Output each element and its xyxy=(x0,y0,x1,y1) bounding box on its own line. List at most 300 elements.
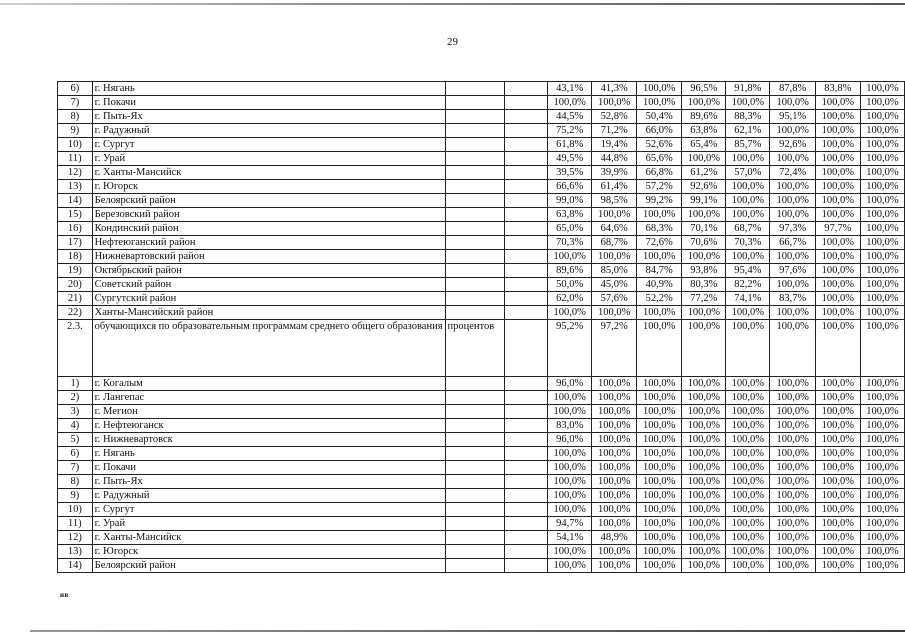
section-value: 100,0% xyxy=(815,320,860,377)
value-cell: 100,0% xyxy=(592,545,637,559)
value-cell: 100,0% xyxy=(548,545,592,559)
row-number: 6) xyxy=(58,82,93,96)
value-cell: 100,0% xyxy=(860,166,904,180)
table-row xyxy=(58,96,905,110)
value-cell: 100,0% xyxy=(815,475,860,489)
row-name: г. Нефтеюганск xyxy=(92,419,445,433)
value-cell: 100,0% xyxy=(637,405,682,419)
value-cell: 100,0% xyxy=(637,419,682,433)
row-number: 9) xyxy=(58,489,93,503)
value-cell: 100,0% xyxy=(592,461,637,475)
value-cell: 99,2% xyxy=(637,194,682,208)
row-name: г. Мегион xyxy=(92,405,445,419)
value-cell: 100,0% xyxy=(770,96,815,110)
value-cell: 100,0% xyxy=(726,208,770,222)
value-cell: 100,0% xyxy=(770,124,815,138)
unit-cell xyxy=(445,306,505,320)
row-name: г. Покачи xyxy=(92,96,445,110)
value-cell: 65,0% xyxy=(548,222,592,236)
value-cell: 100,0% xyxy=(860,517,904,531)
value-cell: 63,8% xyxy=(682,124,726,138)
value-cell: 100,0% xyxy=(770,531,815,545)
value-cell: 75,2% xyxy=(548,124,592,138)
value-cell: 100,0% xyxy=(682,419,726,433)
row-number: 12) xyxy=(58,531,93,545)
table-body-bottom xyxy=(58,377,905,573)
value-cell: 74,1% xyxy=(726,292,770,306)
value-cell: 64,6% xyxy=(592,222,637,236)
value-cell: 100,0% xyxy=(548,391,592,405)
value-cell: 100,0% xyxy=(548,475,592,489)
value-cell: 52,2% xyxy=(637,292,682,306)
statistics-table xyxy=(57,81,905,573)
value-cell: 100,0% xyxy=(770,152,815,166)
empty-cell xyxy=(505,96,548,110)
row-name: г. Югорск xyxy=(92,180,445,194)
empty-cell xyxy=(505,391,548,405)
value-cell: 50,0% xyxy=(548,278,592,292)
value-cell: 62,1% xyxy=(726,124,770,138)
empty-cell xyxy=(505,82,548,96)
value-cell: 100,0% xyxy=(770,306,815,320)
value-cell: 100,0% xyxy=(860,391,904,405)
table-row xyxy=(58,377,905,391)
value-cell: 68,7% xyxy=(592,236,637,250)
row-number: 8) xyxy=(58,110,93,124)
unit-cell xyxy=(445,180,505,194)
row-number: 9) xyxy=(58,124,93,138)
value-cell: 49,5% xyxy=(548,152,592,166)
value-cell: 100,0% xyxy=(726,475,770,489)
value-cell: 100,0% xyxy=(682,461,726,475)
value-cell: 45,0% xyxy=(592,278,637,292)
value-cell: 66,0% xyxy=(637,124,682,138)
value-cell: 100,0% xyxy=(770,208,815,222)
row-number: 10) xyxy=(58,503,93,517)
table-row xyxy=(58,264,905,278)
value-cell: 57,0% xyxy=(726,166,770,180)
value-cell: 100,0% xyxy=(770,180,815,194)
value-cell: 100,0% xyxy=(592,419,637,433)
top-scan-rule xyxy=(0,3,905,5)
value-cell: 100,0% xyxy=(860,405,904,419)
empty-cell xyxy=(505,292,548,306)
table-row xyxy=(58,292,905,306)
value-cell: 100,0% xyxy=(592,377,637,391)
unit-cell xyxy=(445,222,505,236)
value-cell: 61,2% xyxy=(682,166,726,180)
unit-cell xyxy=(445,419,505,433)
row-number: 11) xyxy=(58,152,93,166)
value-cell: 65,6% xyxy=(637,152,682,166)
value-cell: 44,8% xyxy=(592,152,637,166)
value-cell: 100,0% xyxy=(726,433,770,447)
empty-cell xyxy=(505,559,548,573)
value-cell: 100,0% xyxy=(637,96,682,110)
value-cell: 85,0% xyxy=(592,264,637,278)
value-cell: 100,0% xyxy=(592,96,637,110)
value-cell: 100,0% xyxy=(592,405,637,419)
value-cell: 100,0% xyxy=(548,96,592,110)
value-cell: 99,0% xyxy=(548,194,592,208)
page-number: 29 xyxy=(447,36,458,48)
row-number: 16) xyxy=(58,222,93,236)
table-row xyxy=(58,545,905,559)
unit-cell xyxy=(445,278,505,292)
row-name: г. Югорск xyxy=(92,545,445,559)
row-name: г. Ханты-Мансийск xyxy=(92,166,445,180)
unit-cell xyxy=(445,503,505,517)
value-cell: 52,8% xyxy=(592,110,637,124)
value-cell: 100,0% xyxy=(592,433,637,447)
value-cell: 100,0% xyxy=(815,545,860,559)
value-cell: 100,0% xyxy=(637,391,682,405)
row-name: Нижневартовский район xyxy=(92,250,445,264)
value-cell: 100,0% xyxy=(682,447,726,461)
value-cell: 100,0% xyxy=(770,194,815,208)
value-cell: 88,3% xyxy=(726,110,770,124)
value-cell: 83,7% xyxy=(770,292,815,306)
table-row xyxy=(58,447,905,461)
table-row xyxy=(58,419,905,433)
value-cell: 100,0% xyxy=(637,503,682,517)
value-cell: 100,0% xyxy=(637,475,682,489)
value-cell: 92,6% xyxy=(682,180,726,194)
value-cell: 39,9% xyxy=(592,166,637,180)
value-cell: 100,0% xyxy=(682,306,726,320)
table-row xyxy=(58,405,905,419)
value-cell: 66,7% xyxy=(770,236,815,250)
empty-cell xyxy=(505,194,548,208)
table-row xyxy=(58,531,905,545)
value-cell: 100,0% xyxy=(682,545,726,559)
value-cell: 100,0% xyxy=(860,278,904,292)
value-cell: 100,0% xyxy=(682,391,726,405)
row-name: г. Пыть-Ях xyxy=(92,475,445,489)
value-cell: 100,0% xyxy=(860,152,904,166)
value-cell: 19,4% xyxy=(592,138,637,152)
value-cell: 100,0% xyxy=(637,377,682,391)
value-cell: 100,0% xyxy=(770,250,815,264)
unit-cell xyxy=(445,82,505,96)
unit-cell xyxy=(445,250,505,264)
row-number: 18) xyxy=(58,250,93,264)
value-cell: 100,0% xyxy=(592,503,637,517)
table-row xyxy=(58,222,905,236)
row-name: г. Урай xyxy=(92,152,445,166)
value-cell: 100,0% xyxy=(682,517,726,531)
row-number: 8) xyxy=(58,475,93,489)
unit-cell xyxy=(445,166,505,180)
value-cell: 100,0% xyxy=(548,559,592,573)
value-cell: 100,0% xyxy=(860,194,904,208)
value-cell: 100,0% xyxy=(815,405,860,419)
value-cell: 100,0% xyxy=(637,559,682,573)
section-row xyxy=(58,320,905,377)
value-cell: 100,0% xyxy=(815,264,860,278)
value-cell: 97,6% xyxy=(770,264,815,278)
row-name: г. Радужный xyxy=(92,489,445,503)
row-number: 20) xyxy=(58,278,93,292)
row-number: 21) xyxy=(58,292,93,306)
value-cell: 100,0% xyxy=(548,405,592,419)
row-number: 13) xyxy=(58,545,93,559)
value-cell: 100,0% xyxy=(592,250,637,264)
empty-cell xyxy=(505,124,548,138)
value-cell: 100,0% xyxy=(815,152,860,166)
value-cell: 100,0% xyxy=(726,559,770,573)
row-number: 2) xyxy=(58,391,93,405)
value-cell: 100,0% xyxy=(815,306,860,320)
empty-cell xyxy=(505,475,548,489)
value-cell: 100,0% xyxy=(860,180,904,194)
empty-cell xyxy=(505,433,548,447)
value-cell: 100,0% xyxy=(592,475,637,489)
table-row xyxy=(58,138,905,152)
unit-cell xyxy=(445,489,505,503)
empty-cell xyxy=(505,180,548,194)
value-cell: 100,0% xyxy=(548,503,592,517)
table-row xyxy=(58,82,905,96)
value-cell: 100,0% xyxy=(815,110,860,124)
section-number: 2.3. xyxy=(58,320,93,377)
section-value: 100,0% xyxy=(726,320,770,377)
value-cell: 100,0% xyxy=(860,138,904,152)
value-cell: 100,0% xyxy=(815,559,860,573)
value-cell: 89,6% xyxy=(548,264,592,278)
empty-cell xyxy=(505,264,548,278)
value-cell: 70,1% xyxy=(682,222,726,236)
value-cell: 100,0% xyxy=(682,559,726,573)
section-value: 95,2% xyxy=(548,320,592,377)
value-cell: 100,0% xyxy=(860,531,904,545)
empty-cell xyxy=(505,152,548,166)
value-cell: 100,0% xyxy=(726,531,770,545)
unit-cell xyxy=(445,461,505,475)
row-name: Ханты-Мансийский район xyxy=(92,306,445,320)
empty-cell xyxy=(505,306,548,320)
value-cell: 80,3% xyxy=(682,278,726,292)
value-cell: 72,4% xyxy=(770,166,815,180)
value-cell: 66,8% xyxy=(637,166,682,180)
value-cell: 100,0% xyxy=(770,405,815,419)
table-row xyxy=(58,278,905,292)
unit-cell xyxy=(445,475,505,489)
value-cell: 100,0% xyxy=(770,377,815,391)
row-number: 19) xyxy=(58,264,93,278)
table-row xyxy=(58,306,905,320)
section-value: 100,0% xyxy=(637,320,682,377)
value-cell: 100,0% xyxy=(770,559,815,573)
section-name: обучающихся по образовательным программам среднего общего образования xyxy=(92,320,445,377)
value-cell: 100,0% xyxy=(637,82,682,96)
section-value: 100,0% xyxy=(770,320,815,377)
value-cell: 63,8% xyxy=(548,208,592,222)
table-row xyxy=(58,152,905,166)
empty-cell xyxy=(505,545,548,559)
value-cell: 100,0% xyxy=(815,391,860,405)
unit-cell xyxy=(445,138,505,152)
row-name: г. Лангепас xyxy=(92,391,445,405)
empty-cell xyxy=(505,517,548,531)
value-cell: 100,0% xyxy=(815,292,860,306)
empty-cell xyxy=(505,489,548,503)
empty-cell xyxy=(505,447,548,461)
value-cell: 100,0% xyxy=(682,489,726,503)
value-cell: 100,0% xyxy=(815,194,860,208)
value-cell: 100,0% xyxy=(770,278,815,292)
table-row xyxy=(58,503,905,517)
value-cell: 70,3% xyxy=(726,236,770,250)
unit-cell xyxy=(445,377,505,391)
table-row xyxy=(58,433,905,447)
value-cell: 100,0% xyxy=(592,447,637,461)
value-cell: 100,0% xyxy=(860,461,904,475)
value-cell: 100,0% xyxy=(726,461,770,475)
row-number: 13) xyxy=(58,180,93,194)
empty-cell xyxy=(505,222,548,236)
row-name: г. Радужный xyxy=(92,124,445,138)
row-name: Березовский район xyxy=(92,208,445,222)
value-cell: 98,5% xyxy=(592,194,637,208)
row-name: Нефтеюганский район xyxy=(92,236,445,250)
section-value: 100,0% xyxy=(682,320,726,377)
value-cell: 96,5% xyxy=(682,82,726,96)
value-cell: 100,0% xyxy=(726,517,770,531)
table-row xyxy=(58,208,905,222)
empty-cell xyxy=(505,236,548,250)
value-cell: 100,0% xyxy=(815,278,860,292)
value-cell: 70,3% xyxy=(548,236,592,250)
value-cell: 100,0% xyxy=(637,306,682,320)
value-cell: 77,2% xyxy=(682,292,726,306)
value-cell: 97,7% xyxy=(815,222,860,236)
unit-cell xyxy=(445,447,505,461)
value-cell: 66,6% xyxy=(548,180,592,194)
row-number: 22) xyxy=(58,306,93,320)
value-cell: 100,0% xyxy=(682,433,726,447)
value-cell: 100,0% xyxy=(637,489,682,503)
value-cell: 100,0% xyxy=(682,503,726,517)
value-cell: 44,5% xyxy=(548,110,592,124)
empty-cell xyxy=(505,405,548,419)
value-cell: 61,4% xyxy=(592,180,637,194)
value-cell: 100,0% xyxy=(815,208,860,222)
row-name: г. Урай xyxy=(92,517,445,531)
section-value: 97,2% xyxy=(592,320,637,377)
value-cell: 99,1% xyxy=(682,194,726,208)
row-number: 14) xyxy=(58,559,93,573)
value-cell: 62,0% xyxy=(548,292,592,306)
value-cell: 100,0% xyxy=(682,377,726,391)
empty-cell xyxy=(505,278,548,292)
unit-cell xyxy=(445,433,505,447)
bottom-scan-rule xyxy=(30,630,905,632)
unit-cell xyxy=(445,152,505,166)
value-cell: 100,0% xyxy=(815,517,860,531)
value-cell: 100,0% xyxy=(860,250,904,264)
unit-cell xyxy=(445,559,505,573)
empty-cell xyxy=(505,208,548,222)
value-cell: 95,1% xyxy=(770,110,815,124)
value-cell: 100,0% xyxy=(860,447,904,461)
value-cell: 100,0% xyxy=(815,503,860,517)
value-cell: 87,8% xyxy=(770,82,815,96)
row-name: г. Сургут xyxy=(92,503,445,517)
table-row xyxy=(58,166,905,180)
value-cell: 100,0% xyxy=(770,433,815,447)
value-cell: 92,6% xyxy=(770,138,815,152)
row-name: Сургутский район xyxy=(92,292,445,306)
value-cell: 40,9% xyxy=(637,278,682,292)
empty-cell xyxy=(505,461,548,475)
unit-cell xyxy=(445,236,505,250)
table-body-top xyxy=(58,82,905,320)
value-cell: 100,0% xyxy=(726,489,770,503)
value-cell: 100,0% xyxy=(592,391,637,405)
value-cell: 100,0% xyxy=(770,489,815,503)
unit-cell xyxy=(445,264,505,278)
table-row xyxy=(58,236,905,250)
empty-cell xyxy=(505,110,548,124)
value-cell: 96,0% xyxy=(548,377,592,391)
value-cell: 100,0% xyxy=(770,503,815,517)
value-cell: 71,2% xyxy=(592,124,637,138)
value-cell: 100,0% xyxy=(815,236,860,250)
value-cell: 100,0% xyxy=(682,96,726,110)
unit-cell xyxy=(445,405,505,419)
unit-cell xyxy=(445,292,505,306)
value-cell: 100,0% xyxy=(682,250,726,264)
value-cell: 84,7% xyxy=(637,264,682,278)
unit-cell xyxy=(445,391,505,405)
value-cell: 100,0% xyxy=(815,461,860,475)
unit-cell xyxy=(445,194,505,208)
row-number: 7) xyxy=(58,461,93,475)
value-cell: 100,0% xyxy=(860,503,904,517)
value-cell: 100,0% xyxy=(770,545,815,559)
value-cell: 100,0% xyxy=(815,180,860,194)
value-cell: 100,0% xyxy=(592,559,637,573)
value-cell: 100,0% xyxy=(770,517,815,531)
table-row xyxy=(58,391,905,405)
row-number: 17) xyxy=(58,236,93,250)
value-cell: 100,0% xyxy=(726,447,770,461)
value-cell: 100,0% xyxy=(637,447,682,461)
value-cell: 100,0% xyxy=(815,447,860,461)
row-number: 5) xyxy=(58,433,93,447)
value-cell: 100,0% xyxy=(815,531,860,545)
table-row xyxy=(58,110,905,124)
value-cell: 100,0% xyxy=(815,433,860,447)
row-name: г. Пыть-Ях xyxy=(92,110,445,124)
value-cell: 57,2% xyxy=(637,180,682,194)
table-row xyxy=(58,194,905,208)
value-cell: 100,0% xyxy=(548,489,592,503)
value-cell: 100,0% xyxy=(548,306,592,320)
value-cell: 95,4% xyxy=(726,264,770,278)
empty-cell xyxy=(505,419,548,433)
table-row xyxy=(58,180,905,194)
row-name: г. Нижневартовск xyxy=(92,433,445,447)
value-cell: 100,0% xyxy=(726,419,770,433)
row-name: Октябрьский район xyxy=(92,264,445,278)
value-cell: 100,0% xyxy=(815,138,860,152)
table-row xyxy=(58,250,905,264)
value-cell: 100,0% xyxy=(592,306,637,320)
value-cell: 100,0% xyxy=(770,447,815,461)
value-cell: 100,0% xyxy=(815,250,860,264)
